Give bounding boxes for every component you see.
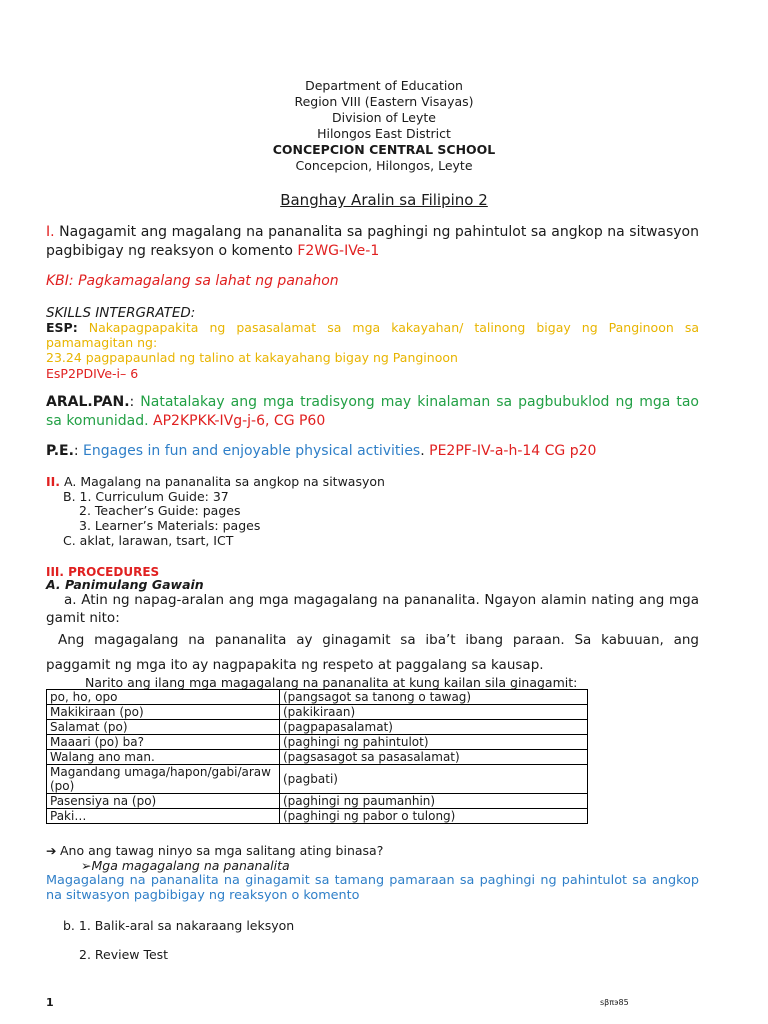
expression-cell: Pasensiya na (po) — [47, 794, 280, 809]
header-school: CONCEPCION CENTRAL SCHOOL — [272, 142, 496, 157]
expression-cell: po, ho, opo — [47, 690, 280, 705]
usage-cell: (pagpapasalamat) — [280, 720, 588, 735]
usage-cell: (pagbati) — [280, 765, 588, 794]
header-region: Region VIII (Eastern Visayas) — [294, 94, 474, 109]
page-title: Banghay Aralin sa Filipino 2 — [280, 191, 488, 209]
table-row — [47, 705, 588, 720]
header-district: Hilongos East District — [317, 126, 451, 141]
question-line — [46, 843, 699, 858]
expression-cell: Makikiraan (po) — [47, 705, 280, 720]
polite-expressions-table — [46, 689, 588, 824]
table-row — [47, 750, 588, 765]
header-division: Division of Leyte — [332, 110, 436, 125]
kbi-line: KBI: Pagkamagalang sa lahat ng panahon — [46, 273, 339, 289]
content-numeral: II. — [46, 474, 61, 489]
question-text: Ano ang tawag ninyo sa mga salitang ating binasa? — [60, 843, 384, 858]
pe-dot: . — [420, 443, 425, 459]
skills-heading: SKILLS INTERGRATED: — [46, 305, 196, 321]
aralpan-colon: : — [129, 394, 135, 410]
usage-cell: (pakikiraan) — [280, 705, 588, 720]
objective-paragraph — [46, 223, 699, 261]
esp-label: ESP: — [46, 320, 78, 335]
header-address: Concepcion, Hilongos, Leyte — [295, 158, 473, 173]
pe-text: Engages in fun and enjoyable physical activities — [78, 443, 421, 459]
aralpan-text: Natatalakay ang mga tradisyong may kinalaman sa pagbubuklod ng mga tao sa komunidad. — [46, 394, 699, 429]
procedures-subheading: A. Panimulang Gawain — [46, 577, 204, 592]
usage-cell: (paghingi ng pahintulot) — [280, 735, 588, 750]
content-a — [46, 474, 699, 489]
aralpan-code: AP2KPKK-IVg-j-6, CG P60 — [148, 413, 326, 429]
expression-cell: Magandang umaga/hapon/gabi/araw (po) — [47, 765, 280, 794]
table-row — [47, 765, 588, 794]
expression-cell: Maaari (po) ba? — [47, 735, 280, 750]
review-b1: b. 1. Balik-aral sa nakaraang leksyon — [63, 918, 295, 933]
answer-line — [81, 858, 734, 873]
table-row — [47, 735, 588, 750]
content-c: C. aklat, larawan, tsart, ICT — [63, 533, 234, 548]
aralpan-label: ARAL.PAN. — [46, 394, 130, 410]
procedure-paragraph-2: Ang magagalang na pananalita ay ginagamit sa iba’t ibang paraan. Sa kabuuan, ang paggamit ng mga ito ay nagpapakita ng respeto at paggalang sa kausap. — [46, 632, 699, 673]
page-number: 1 — [46, 996, 54, 1009]
usage-cell: (pangsagot sa tanong o tawag) — [280, 690, 588, 705]
esp-code: EsP2PDIVe-i– 6 — [46, 366, 139, 381]
esp-paragraph — [46, 320, 699, 350]
esp-subitem: 23.24 pagpapaunlad ng talino at kakayahang bigay ng Panginoon — [46, 350, 458, 365]
review-b2: 2. Review Test — [79, 947, 169, 962]
objective-numeral: I. — [46, 224, 55, 240]
aralpan-paragraph — [46, 393, 699, 431]
table-intro: Narito ang ilang mga magagalang na pananalita at kung kailan sila ginagamit: — [85, 675, 578, 690]
content-a-text: A. Magalang na pananalita sa angkop na sitwasyon — [60, 474, 385, 489]
bullet-arrow-icon: ➢ — [81, 858, 92, 873]
pe-code: PE2PF-IV-a-h-14 CG p20 — [424, 443, 597, 459]
pe-label: P.E. — [46, 443, 74, 459]
table-row — [47, 720, 588, 735]
content-b3: 3. Learner’s Materials: pages — [79, 518, 261, 533]
usage-cell: (paghingi ng paumanhin) — [280, 794, 588, 809]
procedures-heading: III. PROCEDURES — [46, 565, 160, 579]
content-b2: 2. Teacher’s Guide: pages — [79, 503, 241, 518]
table-row — [47, 690, 588, 705]
expression-cell: Paki… — [47, 809, 280, 824]
answer-text: Mga magagalang na pananalita — [91, 858, 290, 873]
usage-cell: (paghingi ng pabor o tulong) — [280, 809, 588, 824]
procedure-a-paragraph: a. Atin ng napag-aralan ang mga magagalang na pananalita. Ngayon alamin nating ang mga gamit nito: — [46, 592, 699, 626]
objective-text: Nagagamit ang magalang na pananalita sa paghingi ng pahintulot sa angkop na sitwasyon pagbibigay ng reaksyon o komento — [46, 224, 699, 259]
definition-paragraph: Magagalang na pananalita na ginagamit sa tamang pamaraan sa paghingi ng pahintulot sa angkop na sitwasyon pagbibigay ng reaksyon o komento — [46, 873, 699, 903]
table-row — [47, 794, 588, 809]
usage-cell: (pagsasagot sa pasasalamat) — [280, 750, 588, 765]
pe-colon: : — [73, 443, 79, 459]
objective-code: F2WG-IVe-1 — [297, 243, 380, 259]
pe-paragraph — [46, 442, 699, 460]
expression-cell: Walang ano man. — [47, 750, 280, 765]
letterhead — [0, 78, 768, 174]
header-department: Department of Education — [305, 78, 463, 93]
esp-text: Nakapagpapakita ng pasasalamat sa mga kakayahan/ talinong bigay ng Panginoon sa pamamagitan ng: — [46, 320, 699, 350]
expression-cell: Salamat (po) — [47, 720, 280, 735]
table-row — [47, 809, 588, 824]
arrow-right-icon: ➔ — [46, 843, 57, 858]
content-b1: B. 1. Curriculum Guide: 37 — [63, 489, 229, 504]
footer-code: ѕβπэ85 — [600, 998, 629, 1007]
